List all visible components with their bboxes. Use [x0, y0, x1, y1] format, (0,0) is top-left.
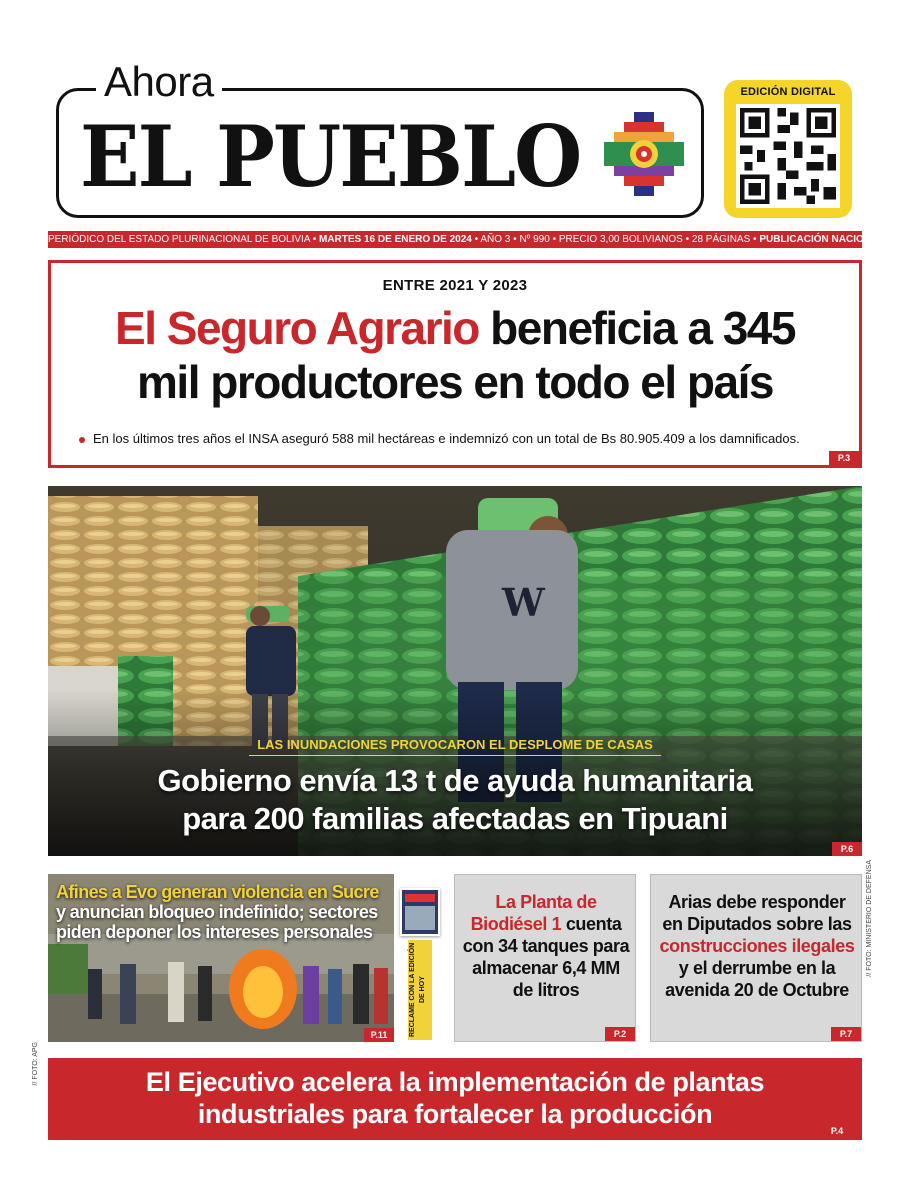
- page-ref[interactable]: P.7: [831, 1027, 861, 1041]
- separator: •: [474, 234, 479, 245]
- chakana-logo-icon: [598, 108, 690, 200]
- issue-date: MARTES 16 DE ENERO DE 2024: [319, 234, 472, 245]
- sucre-headline[interactable]: [56, 882, 392, 942]
- photo-kicker: [48, 736, 862, 756]
- photo-credit: // FOTO: APG: [32, 1042, 39, 1086]
- bullet-icon: [79, 437, 85, 443]
- arias-story[interactable]: [650, 874, 862, 1042]
- digital-edition-box[interactable]: [724, 80, 852, 218]
- biodiesel-headline-highlight: La Planta de Biodiésel 1: [470, 892, 597, 934]
- publication-scope: PUBLICACIÓN NACIONAL: [759, 234, 885, 245]
- biodiesel-headline[interactable]: [461, 891, 631, 1001]
- photo-credit: // FOTO: MINISTERIO DE DEFENSA: [866, 860, 873, 977]
- page-ref[interactable]: P.6: [832, 842, 862, 856]
- separator: •: [513, 234, 517, 245]
- sucre-headline-highlight: Afines a Evo generan violencia en Sucre: [56, 882, 379, 902]
- photo-headline-line-2: para 200 familias afectadas en Tipuani: [182, 801, 728, 836]
- bottom-banner[interactable]: [48, 1058, 862, 1140]
- photo-story[interactable]: [48, 486, 862, 856]
- arias-headline-highlight: construcciones ilegales: [659, 936, 855, 956]
- banner-headline[interactable]: [48, 1066, 862, 1130]
- qr-label: EDICIÓN DIGITAL: [740, 86, 836, 98]
- masthead-ahora: Ahora: [96, 58, 222, 106]
- arias-headline-part-2: y el derrumbe en la avenida 20 de Octubre: [665, 958, 849, 1000]
- lead-summary: [79, 431, 849, 447]
- issue-price: PRECIO 3,00 BOLIVIANOS: [558, 234, 683, 245]
- promo-text: RECLAME CON LA EDICIÓN DE HOY: [409, 942, 426, 1038]
- biodiesel-story[interactable]: [454, 874, 636, 1042]
- biodiesel-headline-rest: cuenta con 34 tanques para almacenar 6,4 MM de litros: [462, 914, 630, 1000]
- page-ref[interactable]: P.11: [364, 1028, 394, 1042]
- masthead-title[interactable]: EL PUEBLO: [80, 107, 581, 206]
- lead-headline[interactable]: [51, 301, 859, 409]
- lead-headline-highlight: El Seguro Agrario: [115, 302, 479, 354]
- photo-headline[interactable]: [48, 762, 862, 838]
- lead-headline-part: beneficia a 345: [478, 302, 795, 354]
- banner-headline-line-1: El Ejecutivo acelera la implementación de plantas: [145, 1067, 765, 1097]
- arias-headline[interactable]: [657, 891, 857, 1001]
- lead-summary-text: En los últimos tres años el INSA aseguró 588 mil hectáreas e indemnizó con un total de Bs 80.905.409 a los damnificados.: [93, 431, 800, 446]
- page-ref[interactable]: P.4: [830, 1126, 844, 1136]
- publisher-name: PERIÓDICO DEL ESTADO PLURINACIONAL DE BOLIVIA: [48, 234, 310, 245]
- lead-headline-line-2: mil productores en todo el país: [137, 356, 773, 408]
- photo-headline-line-1: Gobierno envía 13 t de ayuda humanitaria: [157, 763, 753, 798]
- lead-kicker: ENTRE 2021 Y 2023: [382, 277, 528, 294]
- issue-year: AÑO 3: [480, 234, 511, 245]
- sucre-headline-rest: y anuncian bloqueo indefinido; sectores piden deponer los intereses personales: [56, 902, 378, 942]
- separator: •: [753, 234, 757, 245]
- lead-story[interactable]: [48, 260, 862, 468]
- magazine-icon: [400, 888, 440, 936]
- issue-number: Nº 990: [519, 234, 550, 245]
- separator: •: [552, 234, 557, 245]
- edition-promo[interactable]: [398, 874, 442, 1042]
- page-ref[interactable]: P.2: [605, 1027, 635, 1041]
- page-count: 28 PÁGINAS: [691, 234, 751, 245]
- arias-headline-part-1: Arias debe responder en Diputados sobre las: [662, 892, 852, 934]
- sucre-story[interactable]: [48, 874, 394, 1042]
- page-ref[interactable]: P.3: [829, 451, 859, 465]
- photo-kicker-text: LAS INUNDACIONES PROVOCARON EL DESPLOME DE CASAS: [249, 737, 661, 756]
- info-bar: [48, 231, 885, 248]
- qr-code-icon[interactable]: [736, 104, 840, 208]
- separator: •: [685, 234, 690, 245]
- separator: •: [312, 234, 317, 245]
- banner-headline-line-2: industriales para fortalecer la producción: [197, 1099, 713, 1129]
